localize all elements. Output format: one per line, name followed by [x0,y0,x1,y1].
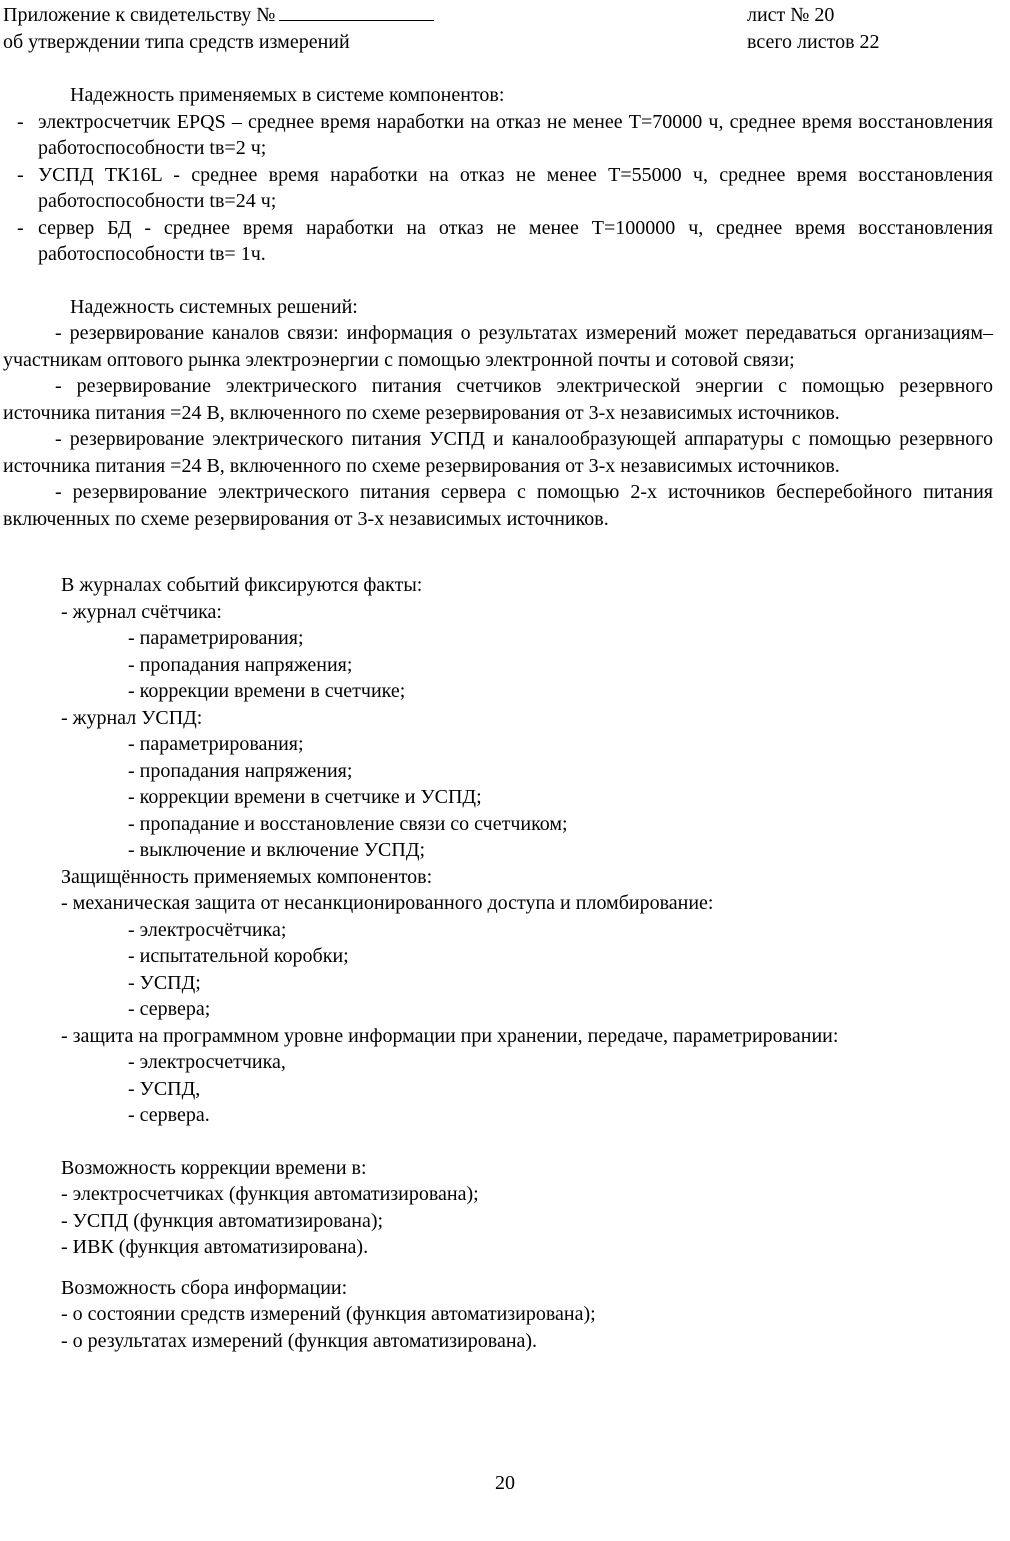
list-item: - параметрирования; [128,733,304,755]
list-item: - выключение и включение УСПД; [128,839,426,861]
list-item: - коррекции времени в счетчике; [128,680,406,702]
list-item: - параметрирования; [128,627,304,649]
list-item: - сервера. [128,1104,210,1126]
protection-heading: Защищённость применяемых компонентов: [61,865,433,888]
total-sheets: всего листов 22 [747,31,880,53]
list-item: - УСПД, [128,1077,201,1100]
list-item: - ИВК (функция автоматизирована). [61,1236,369,1258]
paragraph: - резервирование электрического питания УСПД и каналообразующей аппаратуры с помощью резервного источника питания =24 В, включенного по схеме резервирования от 3-х независимых источников. [3,428,993,477]
page-number: 20 [495,1472,515,1494]
mechanical-protection-title: - механическая защита от несанкционированного доступа и пломбирование: [61,892,714,914]
list-item: - УСПД ТК16L - среднее время наработки на отказ не менее Т=55000 ч, среднее время восстановления работоспособности tв=24 ч; [17,163,993,212]
list-item: - УСПД; [128,971,201,994]
document-body [3,82,993,1354]
list-item: - пропадания напряжения; [128,759,353,782]
list-item: - электросчетчика, [128,1051,286,1073]
paragraph: - резервирование электрического питания сервера с помощью 2-х источников бесперебойного питания включенных по схеме резервирования от 3-х независимых источников. [3,481,993,530]
paragraph: - резервирование каналов связи: информация о результатах измерений может передаваться организациям–участникам оптового рынка электроэнергии с помощью электронной почты и сотовой связи; [3,322,993,371]
list-item: - о состоянии средств измерений (функция автоматизирована); [61,1303,596,1325]
reliability-system-heading: Надежность системных решений: [70,295,358,318]
list-item: - пропадания напряжения; [128,653,353,676]
list-item: - испытательной коробки; [128,945,349,967]
reliability-components-heading: Надежность применяемых в системе компонентов: [70,84,505,106]
list-item: - сервер БД - среднее время наработки на отказ не менее Т=100000 ч, среднее время восстановления работоспособности tв= 1ч. [17,216,993,265]
list-item: - электросчетчиках (функция автоматизирована); [61,1183,479,1205]
software-protection-title: - защита на программном уровне информации при хранении, передаче, параметрировании: [61,1024,839,1047]
list-item: - коррекции времени в счетчике и УСПД; [128,786,482,808]
event-logs-heading: В журналах событий фиксируются факты: [61,574,423,596]
data-collection-heading: Возможность сбора информации: [61,1276,348,1299]
time-correction-heading: Возможность коррекции времени в: [61,1156,367,1179]
list-item: - электросчетчик EPQS – среднее время наработки на отказ не менее Т=70000 ч, среднее время восстановления работоспособности tв=2 ч; [17,110,993,159]
list-item: - о результатах измерений (функция автоматизирована). [61,1329,538,1352]
list-item: - сервера; [128,998,211,1020]
header-title-line: Приложение к свидетельству № [3,2,434,29]
uspd-log-title: - журнал УСПД: [61,706,203,729]
list-item: - электросчётчика; [128,918,287,941]
paragraph: - резервирование электрического питания счетчиков электрической энергии с помощью резервного источника питания =24 В, включенного по схеме резервирования от 3-х независимых источников. [3,375,993,424]
list-item: - пропадание и восстановление связи со счетчиком; [128,812,568,835]
meter-log-title: - журнал счётчика: [61,600,222,623]
header-subtitle-line: об утверждении типа средств измерений [3,31,350,53]
list-item: - УСПД (функция автоматизирована); [61,1209,384,1232]
sheet-number: лист № 20 [747,4,835,26]
header-left [3,2,434,56]
certificate-number-blank [279,2,434,21]
header-right [747,2,880,56]
